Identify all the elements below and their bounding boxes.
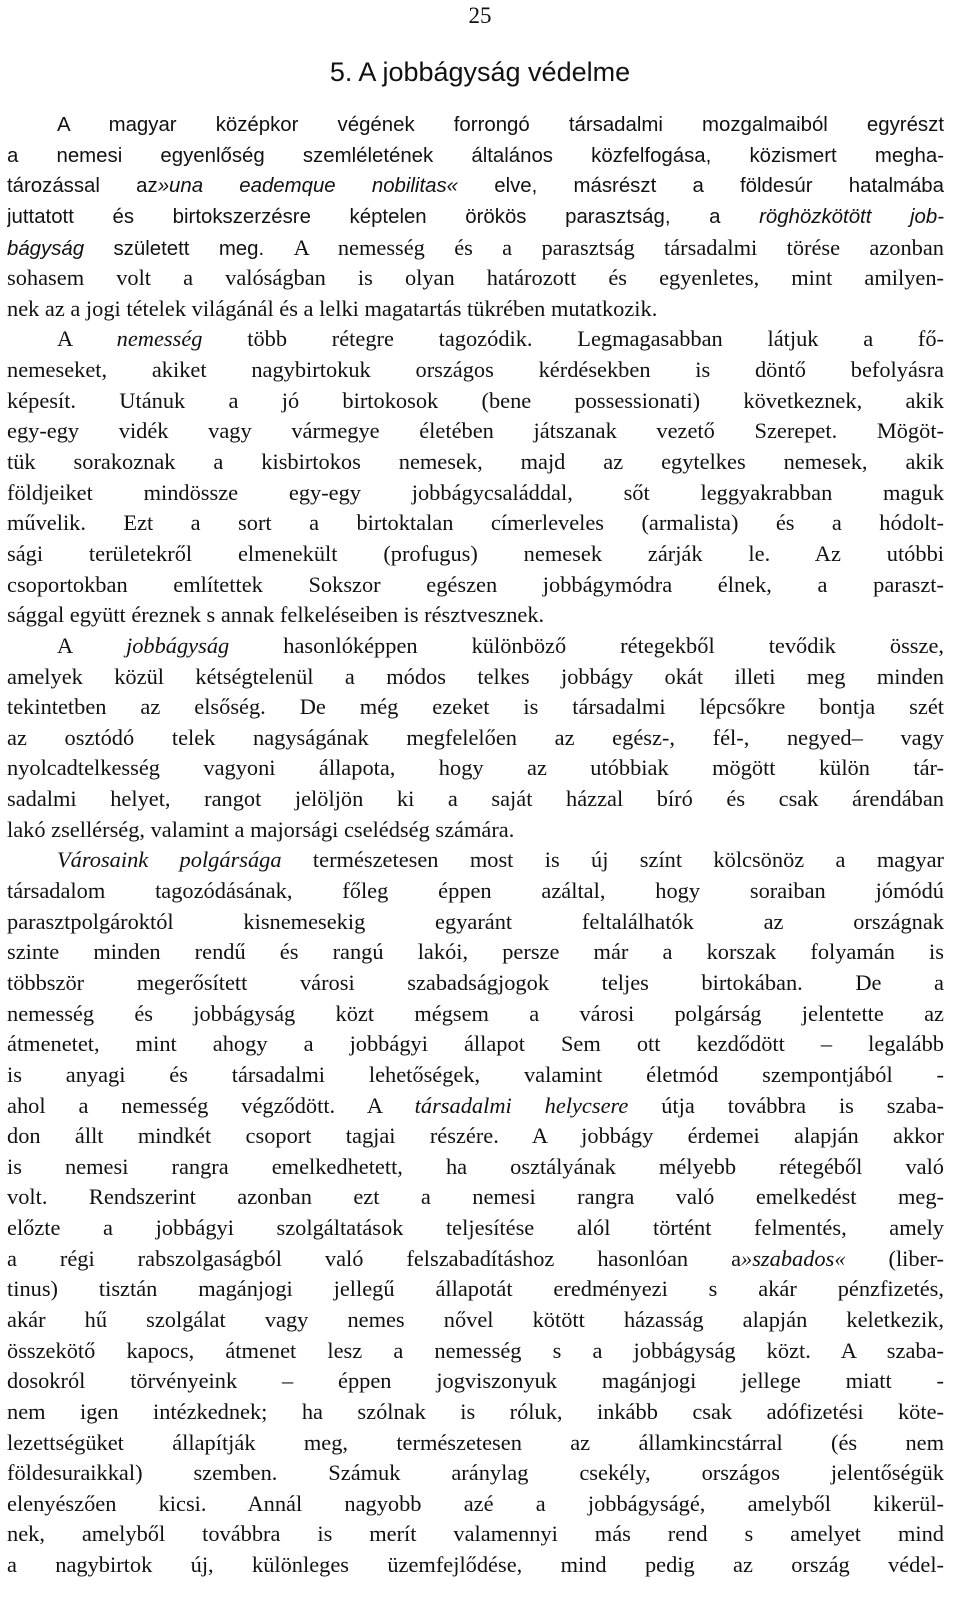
chapter-title: 5. A jobbágyság védelme: [329, 57, 631, 87]
text-segment: sággal együtt éreznek s annak felkeléseiben is résztvesznek.: [7, 602, 545, 628]
text-segment: tekintetben az elsőség. De még ezeket is társadalmi lépcsőkre bontja szét: [7, 694, 944, 720]
text-line: [7, 1152, 944, 1183]
text-segment: (liber-: [845, 1245, 944, 1271]
text-segment: csoportokban említettek Sokszor egészen jobbágymódra élnek, a paraszt-: [7, 571, 944, 597]
page-number: 25: [468, 3, 492, 28]
text-line: [7, 662, 944, 693]
text-line: [7, 233, 944, 264]
text-line: [7, 478, 944, 509]
text-segment: sági területekről elmenekült (profugus) nemesek zárják le. Az utóbbi: [7, 540, 944, 566]
text-line: [7, 324, 944, 355]
text-segment: elenyészően kicsi. Annál nagyobb azé a jobbágyságé, amelyből kikerül-: [7, 1490, 944, 1516]
text-line: [7, 1182, 944, 1213]
text-line: [7, 1366, 944, 1397]
text-segment: is nemesi rangra emelkedhetett, ha osztályának mélyebb rétegéből való: [7, 1153, 944, 1179]
text-segment: útja továbbra is szaba-: [628, 1092, 944, 1118]
text-line: [7, 294, 944, 325]
text-segment: összekötő kapocs, átmenet lesz a nemesség s a jobbágyság közt. A szaba-: [7, 1337, 944, 1363]
text-segment: dosokról törvényeink – éppen jogviszonyuk magánjogi jellege miatt -: [7, 1368, 944, 1394]
text-segment: földjeiket mindössze egy-egy jobbágycsaláddal, sőt leggyakrabban maguk: [7, 479, 944, 505]
text-segment: hasonlóképpen különböző rétegekből tevődik össze,: [229, 632, 944, 658]
text-line: [7, 815, 944, 846]
italic-text: röghözkötött job-: [759, 205, 944, 228]
text-line: [7, 631, 944, 662]
text-segment: átmenetet, mint ahogy a jobbágyi állapot Sem ott kezdődött – legalább: [7, 1031, 944, 1057]
text-line: [7, 1397, 944, 1428]
text-segment: többször megerősített városi szabadságjogok teljes birtokában. De a: [7, 969, 944, 995]
text-segment: nek az a jogi tételek világánál és a lelki magatartás tükrében mutatkozik.: [7, 295, 658, 321]
text-segment: amelyek közül kétségtelenül a módos telkes jobbágy okát illeti meg minden: [7, 663, 944, 689]
italic-text: jobbágyság: [125, 632, 230, 658]
text-line: [7, 355, 944, 386]
text-segment: lezettségüket állapítják meg, természetesen az államkincstárral (és nem: [7, 1429, 944, 1455]
text-line: [7, 784, 944, 815]
text-line: [7, 753, 944, 784]
text-segment: akár hű szolgálat vagy nemes nővel kötött házasság alapján keletkezik,: [7, 1306, 944, 1332]
text-line: [7, 1213, 944, 1244]
text-segment: képesít. Utánuk a jó birtokosok (bene possessionati) következnek, akik: [7, 387, 944, 413]
text-segment: egy-egy vidék vagy vármegye életében játszanak vezető Szerepet. Mögöt-: [7, 418, 944, 444]
text-segment: nemesség és jobbágyság közt mégsem a városi polgárság jelentette az: [7, 1000, 944, 1026]
text-line: [7, 202, 944, 233]
text-segment: nyolcadtelkesség vagyoni állapota, hogy az utóbbiak mögött külön tár-: [7, 755, 944, 781]
text-segment: A nemesség és a parasztság társadalmi törése azonban: [293, 234, 944, 260]
text-line: [7, 1274, 944, 1305]
text-line: [7, 386, 944, 417]
text-line: [7, 692, 944, 723]
text-segment: művelik. Ezt a sort a birtoktalan címerleveles (armalista) és a hódolt-: [7, 510, 944, 536]
text-line: [7, 1336, 944, 1367]
text-line: [7, 110, 944, 141]
text-line: [7, 1029, 944, 1060]
text-line: [7, 1489, 944, 1520]
text-line: [7, 1550, 944, 1581]
text-line: [7, 416, 944, 447]
italic-text: társadalmi helycsere: [414, 1092, 629, 1118]
body-text: [7, 110, 944, 1581]
text-segment: társadalom tagozódásának, főleg éppen azáltal, hogy soraiban jómódú: [7, 878, 944, 904]
text-segment: több rétegre tagozódik. Legmagasabban látjuk a fő-: [202, 326, 944, 352]
text-segment: előzte a jobbágyi szolgáltatások teljesítése alól történt felmentés, amely: [7, 1215, 944, 1241]
text-segment: nek, amelyből továbbra is merít valamennyi más rend s amelyet mind: [7, 1521, 944, 1547]
text-segment: természetesen most is új színt kölcsönöz a magyar: [281, 847, 944, 873]
text-line: [7, 845, 944, 876]
text-segment: A: [57, 326, 117, 352]
text-line: [7, 1305, 944, 1336]
text-line: [7, 171, 944, 202]
text-segment: lakó zsellérség, valamint a majorsági cselédség számára.: [7, 816, 515, 842]
text-segment: szinte minden rendű és rangú lakói, persze már a korszak folyamán is: [7, 939, 944, 965]
text-segment: sadalmi helyet, rangot jelöljön ki a saját házzal bíró és csak árendában: [7, 786, 944, 812]
text-line: [7, 1121, 944, 1152]
text-segment: született meg.: [84, 237, 294, 260]
text-line: [7, 1091, 944, 1122]
text-line: [7, 907, 944, 938]
text-segment: parasztpolgároktól kisnemesekig egyaránt feltalálhatók az országnak: [7, 908, 944, 934]
text-line: [7, 937, 944, 968]
italic-text: nemesség: [116, 326, 203, 352]
text-line: [7, 968, 944, 999]
text-segment: sohasem volt a valóságban is olyan határozott és egyenletes, mint amilyen-: [7, 265, 944, 291]
text-line: [7, 723, 944, 754]
text-segment: nemeseket, akiket nagybirtokuk országos kérdésekben is döntő befolyásra: [7, 357, 944, 383]
italic-text: »una eademque nobilitas«: [157, 175, 459, 198]
text-segment: a nemesi egyenlőség szemléletének általános közfelfogása, közismert megha-: [7, 144, 944, 167]
text-line: [7, 876, 944, 907]
text-line: [7, 1458, 944, 1489]
text-segment: volt. Rendszerint azonban ezt a nemesi rangra való emelkedést meg-: [7, 1184, 944, 1210]
text-segment: tinus) tisztán magánjogi jellegű állapotát eredményezi s akár pénzfizetés,: [7, 1276, 944, 1302]
text-segment: az osztódó telek nagyságának megfelelően az egész-, fél-, negyed– vagy: [7, 724, 944, 750]
text-line: [7, 141, 944, 172]
text-line: [7, 999, 944, 1030]
text-segment: A: [57, 632, 126, 658]
text-segment: elve, másrészt a földesúr hatalmába: [458, 175, 944, 198]
text-line: [7, 1519, 944, 1550]
text-line: [7, 600, 944, 631]
text-segment: tük sorakoznak a kisbirtokos nemesek, majd az egytelkes nemesek, akik: [7, 449, 944, 475]
text-line: [7, 1060, 944, 1091]
text-segment: is anyagi és társadalmi lehetőségek, valamint életmód szempontjából -: [7, 1061, 944, 1087]
italic-text: Városaink polgársága: [57, 847, 282, 873]
text-line: [7, 447, 944, 478]
text-segment: A magyar középkor végének forrongó társadalmi mozgalmaiból egyrészt: [57, 114, 944, 136]
text-segment: juttatott és birtokszerzésre képtelen örökös parasztság, a: [7, 205, 760, 228]
text-line: [7, 508, 944, 539]
italic-text: bágyság: [7, 237, 85, 260]
text-segment: a nagybirtok új, különleges üzemfejlődése, mind pedig az ország védel-: [7, 1552, 944, 1578]
text-segment: a régi rabszolgaságból való felszabadításhoz hasonlóan a: [7, 1245, 742, 1271]
text-line: [7, 1428, 944, 1459]
text-segment: földesuraikkal) szemben. Számuk aránylag csekély, országos jelentőségük: [7, 1460, 944, 1486]
text-segment: don állt mindkét csoport tagjai részére. A jobbágy érdemei alapján akkor: [7, 1123, 944, 1149]
text-line: [7, 1244, 944, 1275]
text-line: [7, 539, 944, 570]
text-segment: ahol a nemesség végződött. A: [7, 1092, 415, 1118]
text-segment: tározással az: [7, 175, 158, 198]
text-segment: nem igen intézkednek; ha szólnak is róluk, inkább csak adófizetési köte-: [7, 1398, 944, 1424]
italic-text: »szabados«: [741, 1245, 846, 1271]
text-line: [7, 263, 944, 294]
text-line: [7, 570, 944, 601]
